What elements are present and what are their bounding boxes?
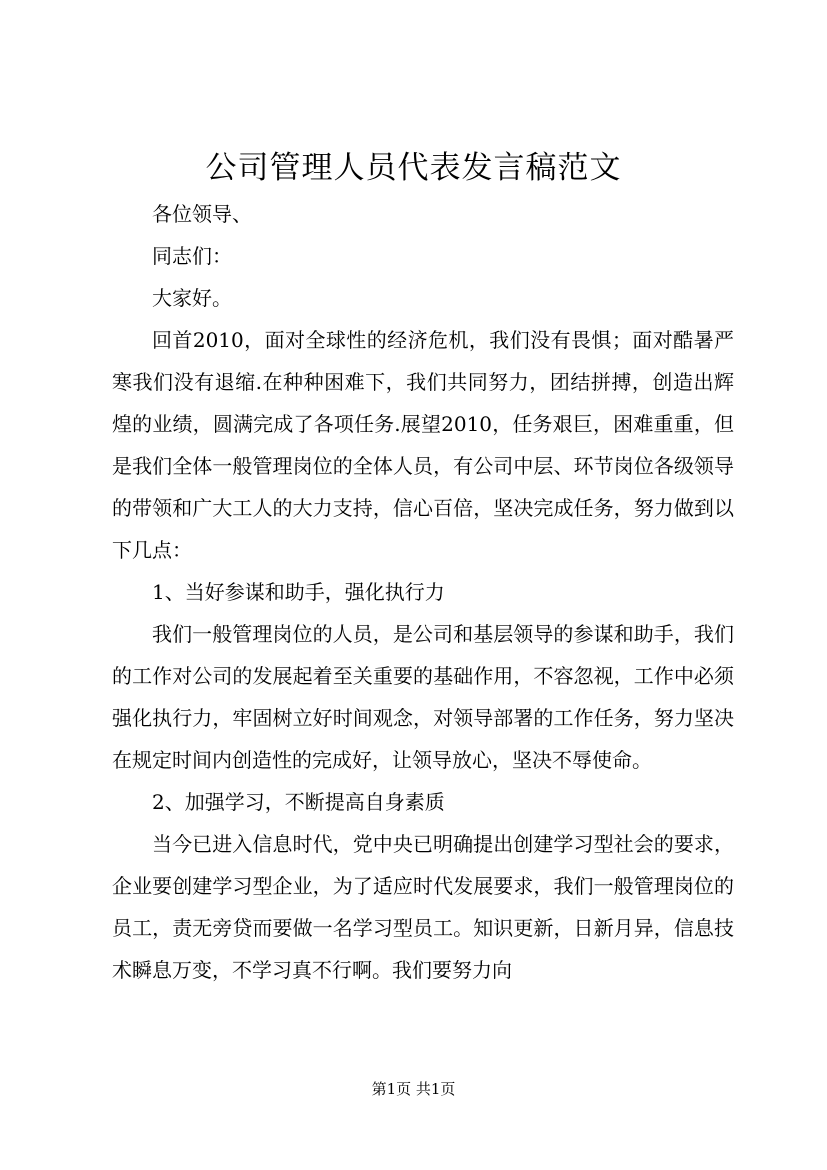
salutation-leaders: 各位领导、 bbox=[152, 202, 252, 226]
section-heading-2: 2、加强学习，不断提高自身素质 bbox=[152, 790, 445, 814]
salutation-comrades: 同志们： bbox=[152, 244, 232, 268]
page-footer: 第1页 共1页 bbox=[371, 1080, 456, 1098]
document-title: 公司管理人员代表发言稿范文 bbox=[205, 150, 622, 186]
section-heading-1: 1、当好参谋和助手，强化执行力 bbox=[152, 580, 445, 604]
document-body bbox=[112, 193, 734, 991]
paragraph-learning: 当今已进入信息时代，党中央已明确提出创建学习型社会的要求，企业要创建学习型企业，为了适应时代发展要求，我们一般管理岗位的员工，责无旁贷而要做一名学习型员工。知识更新，日新月异，信息技术瞬息万变，不学习真不行啊。我们要努力向 bbox=[112, 832, 734, 982]
paragraph-execution: 我们一般管理岗位的人员，是公司和基层领导的参谋和助手，我们的工作对公司的发展起着至关重要的基础作用，不容忽视，工作中必须强化执行力，牢固树立好时间观念，对领导部署的工作任务，努力坚决在规定时间内创造性的完成好，让领导放心，坚决不辱使命。 bbox=[112, 622, 734, 772]
paragraph-review: 回首2010，面对全球性的经济危机，我们没有畏惧；面对酷暑严寒我们没有退缩.在种种困难下，我们共同努力，团结拼搏，创造出辉煌的业绩，圆满完成了各项任务.展望2010，任务艰巨，困难重重，但是我们全体一般管理岗位的全体人员，有公司中层、环节岗位各级领导的带领和广大工人的大力支持，信心百倍，坚决完成任务，努力做到以下几点： bbox=[112, 328, 734, 562]
salutation-hello: 大家好。 bbox=[152, 286, 232, 310]
